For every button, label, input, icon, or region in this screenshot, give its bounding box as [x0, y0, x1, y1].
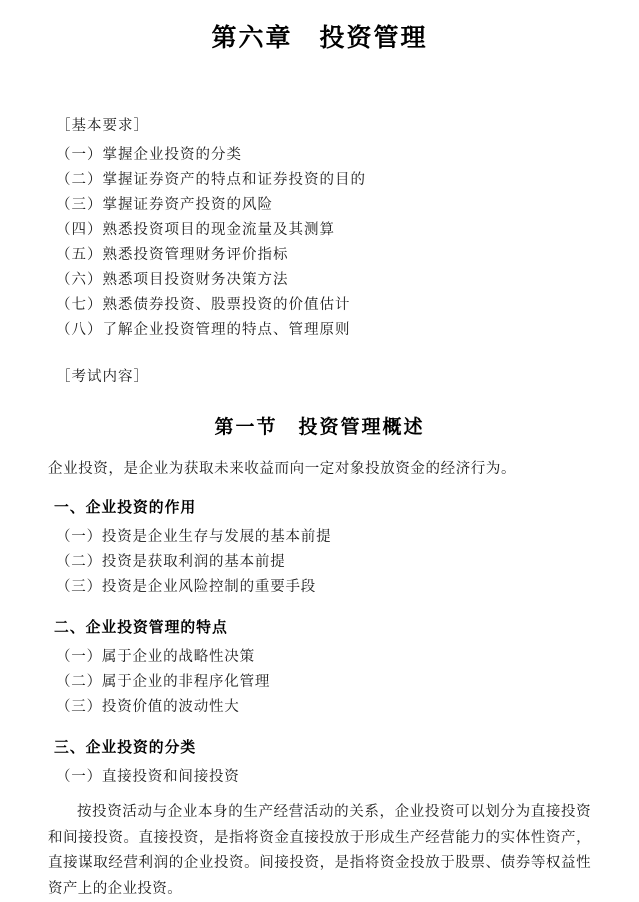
list-item: （五）熟悉投资管理财务评价指标: [56, 247, 289, 263]
subsection-2: [48, 616, 591, 720]
list-item: （四）熟悉投资项目的现金流量及其测算: [56, 222, 335, 238]
spacer: [48, 54, 591, 114]
subsection-heading: 一、企业投资的作用: [54, 499, 197, 516]
exam-content-label: ［考试内容］: [56, 369, 149, 385]
list-item: （七）熟悉债券投资、股票投资的价值估计: [56, 297, 351, 313]
document-page: [0, 18, 639, 897]
basic-requirements-list: [48, 143, 591, 343]
exam-content-section: [48, 365, 591, 902]
list-item: （三）投资价值的波动性大: [56, 699, 240, 715]
spacer: [48, 394, 591, 412]
basic-requirements-label: ［基本要求］: [56, 118, 149, 134]
list-item: （一）投资是企业生存与发展的基本前提: [56, 529, 332, 545]
list-item: （六）熟悉项目投资财务决策方法: [56, 272, 289, 288]
list-item: （八）了解企业投资管理的特点、管理原则: [56, 322, 351, 338]
list-item: （一）掌握企业投资的分类: [56, 147, 242, 163]
list-item: （三）投资是企业风险控制的重要手段: [56, 579, 317, 595]
section-title: 第一节 投资管理概述: [214, 416, 425, 438]
body-paragraph: 按投资活动与企业本身的生产经营活动的关系，企业投资可以划分为直接投资和间接投资。直接投资，是指将资金直接投放于形成生产经营能力的实体性资产，直接谋取经营利润的企业投资。间接投资，是指将资金投放于股票、债券等权益性资产上的企业投资。: [48, 804, 591, 897]
subsection-3: [48, 736, 591, 790]
list-item: （三）掌握证券资产投资的风险: [56, 197, 273, 213]
subsection-heading: 二、企业投资管理的特点: [54, 619, 228, 636]
list-item: （二）投资是获取利润的基本前提: [56, 554, 286, 570]
spacer: [48, 343, 591, 365]
intro-paragraph: 企业投资，是企业为获取未来收益而向一定对象投放资金的经济行为。: [48, 461, 517, 477]
list-item: （二）属于企业的非程序化管理: [56, 674, 271, 690]
basic-requirements-section: [48, 114, 591, 343]
subsection-1: [48, 496, 591, 600]
list-item: （一）直接投资和间接投资: [56, 769, 240, 785]
list-item: （一）属于企业的战略性决策: [56, 649, 255, 665]
list-item: （二）掌握证券资产的特点和证券投资的目的: [56, 172, 366, 188]
page-title: 第六章 投资管理: [211, 23, 428, 52]
subsection-heading: 三、企业投资的分类: [54, 739, 197, 756]
